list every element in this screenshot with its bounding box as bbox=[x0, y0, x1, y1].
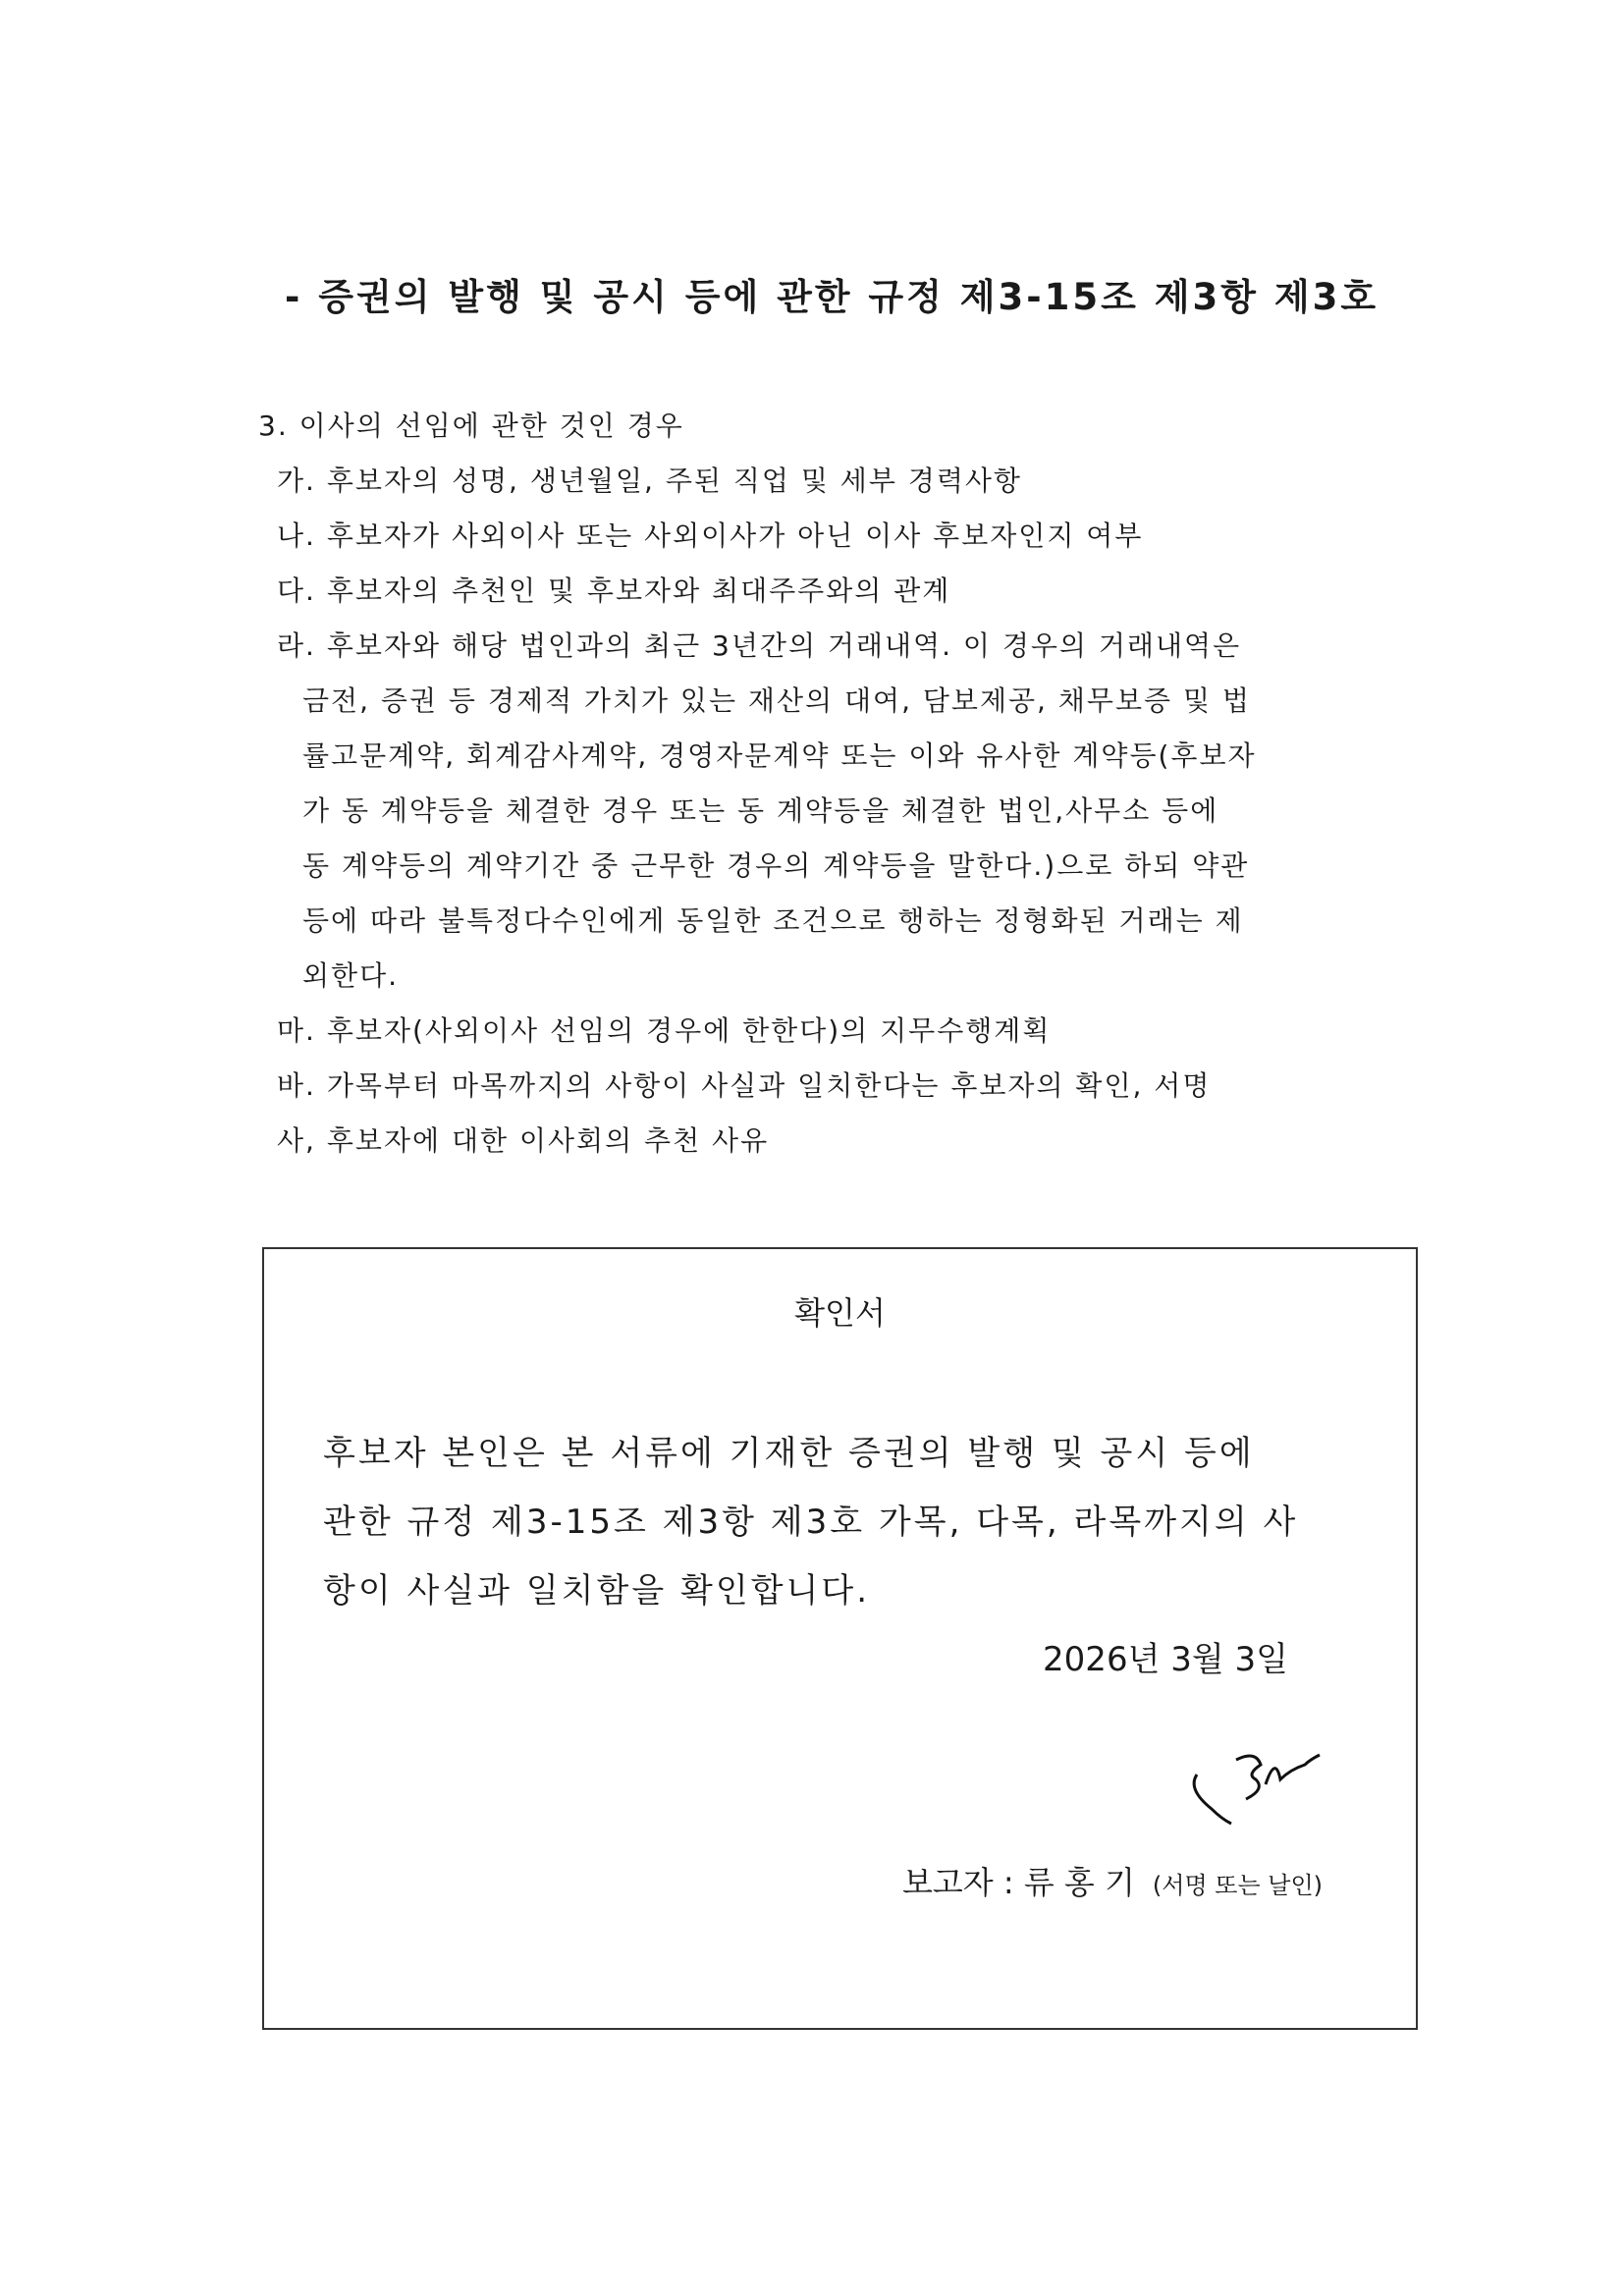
list-item-continuation: 등에 따라 불특정다수인에게 동일한 조건으로 행하는 정형화된 거래는 제 bbox=[302, 904, 1244, 937]
list-item: 다. 후보자의 추천인 및 후보자와 최대주주와의 관계 bbox=[277, 574, 951, 607]
reporter-name: 보고자 : 류 홍 기 bbox=[901, 1864, 1135, 1901]
document-title: - 증권의 발행 및 공시 등에 관한 규정 제3-15조 제3항 제3호 bbox=[285, 276, 1380, 318]
list-item: 마. 후보자(사외이사 선임의 경우에 한한다)의 지무수행계획 bbox=[277, 1014, 1052, 1047]
list-item-continuation: 가 동 계약등을 체결한 경우 또는 동 계약등을 체결한 법인,사무소 등에 bbox=[302, 794, 1219, 827]
handwritten-signature bbox=[1158, 1716, 1354, 1833]
list-item-continuation: 동 계약등의 계약기간 중 근무한 경우의 계약등을 말한다.)으로 하되 약관 bbox=[302, 849, 1250, 882]
list-item: 나. 후보자가 사외이사 또는 사외이사가 아닌 이사 후보자인지 여부 bbox=[277, 519, 1144, 552]
list-item: 사, 후보자에 대한 이사회의 추천 사유 bbox=[277, 1124, 770, 1157]
signature-note: (서명 또는 날인) bbox=[1152, 1872, 1323, 1899]
confirmation-heading: 확인서 bbox=[794, 1294, 886, 1332]
list-item: 라. 후보자와 해당 법인과의 최근 3년간의 거래내역. 이 경우의 거래내역은 bbox=[277, 629, 1242, 662]
list-item-continuation: 률고문계약, 회계감사계약, 경영자문계약 또는 이와 유사한 계약등(후보자 bbox=[302, 739, 1257, 772]
confirmation-box bbox=[262, 1247, 1418, 2030]
section-heading: 3. 이사의 선임에 관한 것인 경우 bbox=[258, 410, 684, 442]
list-item: 바. 가목부터 마목까지의 사항이 사실과 일치한다는 후보자의 확인, 서명 bbox=[277, 1069, 1212, 1102]
confirmation-date: 2026년 3월 3일 bbox=[1043, 1640, 1288, 1679]
list-item-continuation: 외한다. bbox=[302, 959, 400, 992]
confirmation-text: 관한 규정 제3-15조 제3항 제3호 가목, 다목, 라목까지의 사 bbox=[323, 1503, 1299, 1542]
reporter-line bbox=[902, 1858, 1323, 1903]
confirmation-text: 항이 사실과 일치함을 확인합니다. bbox=[323, 1571, 871, 1611]
list-item-continuation: 금전, 증권 등 경제적 가치가 있는 재산의 대여, 담보제공, 채무보증 및 법 bbox=[302, 684, 1251, 717]
list-item: 가. 후보자의 성명, 생년월일, 주된 직업 및 세부 경력사항 bbox=[277, 465, 1022, 497]
confirmation-text: 후보자 본인은 본 서류에 기재한 증권의 발행 및 공시 등에 bbox=[323, 1434, 1255, 1473]
